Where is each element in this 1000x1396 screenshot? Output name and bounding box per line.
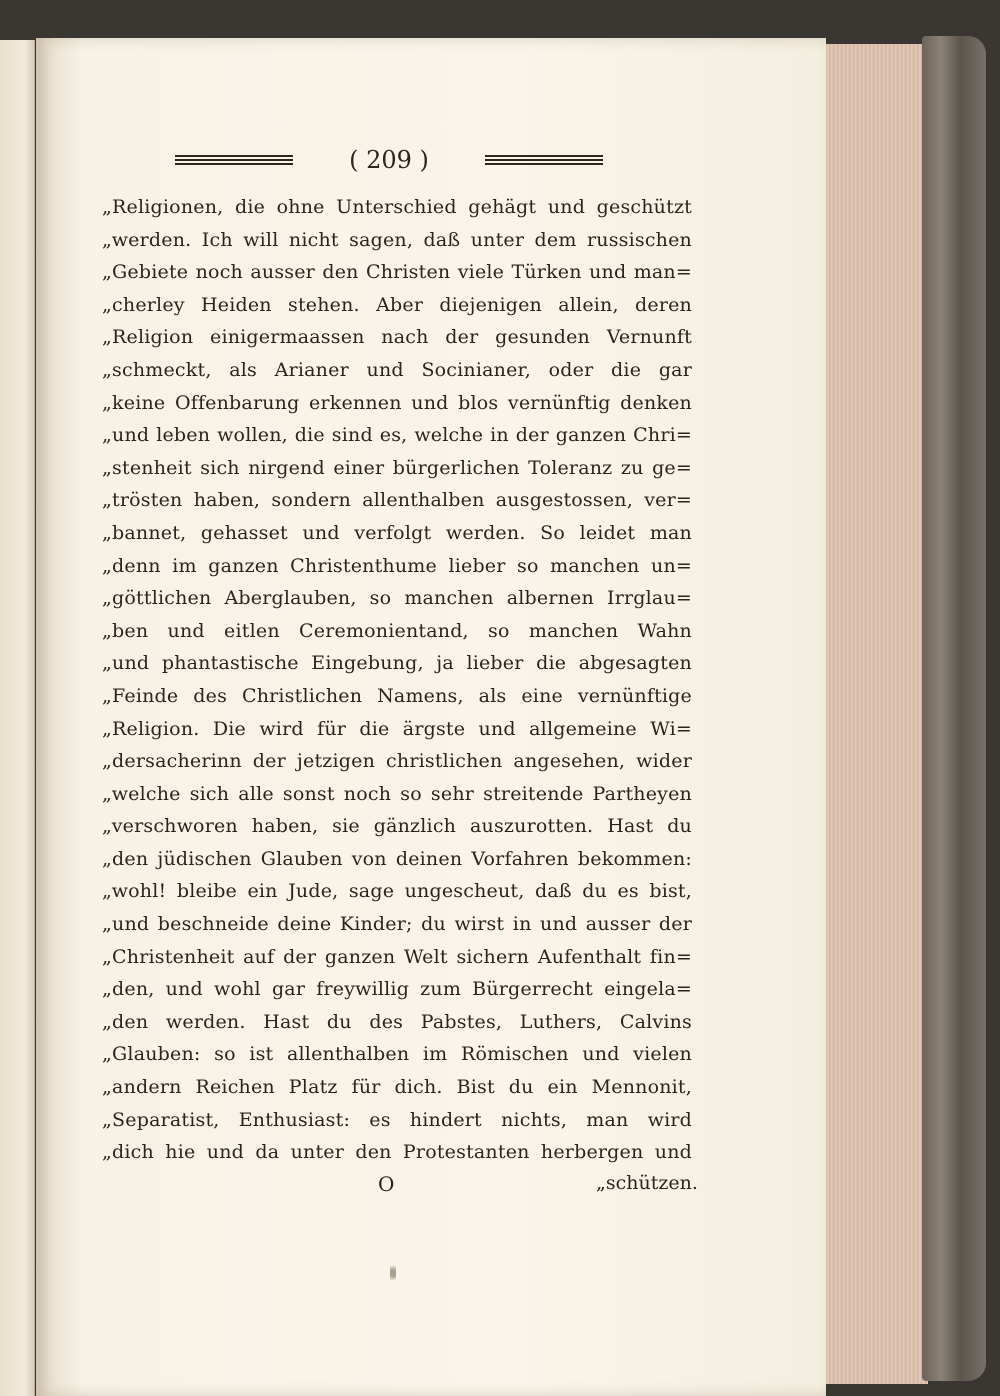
text-line: „dich hie und da unter den Protestanten herbergen und: [102, 1141, 692, 1164]
text-line: „und leben wollen, die sind es, welche in der ganzen Chri=: [102, 424, 692, 447]
text-line: „Gebiete noch ausser den Christen viele Türken und man=: [102, 261, 692, 284]
text-line: „den jüdischen Glauben von deinen Vorfahren bekommen:: [102, 847, 692, 870]
text-line: „göttlichen Aberglauben, so manchen albernen Irrglau=: [102, 587, 692, 610]
text-line: „trösten haben, sondern allenthalben ausgestossen, ver=: [102, 489, 692, 512]
text-line: „welche sich alle sonst noch so sehr streitende Partheyen: [102, 782, 692, 805]
ink-speck: [390, 1262, 396, 1284]
text-line: „werden. Ich will nicht sagen, daß unter dem russischen: [102, 228, 692, 251]
text-line: „ben und eitlen Ceremonientand, so manchen Wahn: [102, 619, 692, 642]
left-page-edge: [0, 40, 35, 1396]
header-rule-left: [175, 155, 293, 166]
text-line: „und beschneide deine Kinder; du wirst in und ausser der: [102, 913, 692, 936]
page-header: [175, 146, 603, 176]
text-line: „verschworen haben, sie gänzlich auszurotten. Hast du: [102, 815, 692, 838]
page-number: ( 209 ): [349, 146, 429, 174]
body-text: [102, 191, 692, 1169]
text-line: „Religionen, die ohne Unterschied gehägt und geschützt: [102, 196, 692, 218]
book-spine: [922, 36, 986, 1381]
text-line: „wohl! bleibe ein Jude, sage ungescheut, daß du es bist,: [102, 880, 692, 903]
text-line: „cherley Heiden stehen. Aber diejenigen allein, deren: [102, 293, 692, 316]
header-rule-right: [485, 155, 603, 166]
text-line: „schmeckt, als Arianer und Socinianer, oder die gar: [102, 358, 692, 381]
text-line: „den, und wohl gar freywillig zum Bürgerrecht eingela=: [102, 978, 692, 1001]
text-line: „Separatist, Enthusiast: es hindert nichts, man wird: [102, 1108, 692, 1131]
text-line: „Religion einigermaassen nach der gesunden Vernunft: [102, 326, 692, 349]
text-line: „stenheit sich nirgend einer bürgerlichen Toleranz zu ge=: [102, 456, 692, 479]
text-line: „Feinde des Christlichen Namens, als eine vernünftige: [102, 684, 692, 707]
text-line: „denn im ganzen Christenthume lieber so manchen un=: [102, 554, 692, 577]
text-line: „und phantastische Eingebung, ja lieber die abgesagten: [102, 652, 692, 675]
text-line: „Glauben: so ist allenthalben im Römischen und vielen: [102, 1043, 692, 1066]
text-line: „Religion. Die wird für die ärgste und allgemeine Wi=: [102, 717, 692, 740]
text-line: „den werden. Hast du des Pabstes, Luthers, Calvins: [102, 1010, 692, 1033]
text-line: „dersacherinn der jetzigen christlichen angesehen, wider: [102, 750, 692, 773]
text-line: „keine Offenbarung erkennen und blos vernünftig denken: [102, 391, 692, 414]
text-line: „andern Reichen Platz für dich. Bist du ein Mennonit,: [102, 1076, 692, 1099]
page-block-edges: [824, 44, 928, 1384]
text-line: „Christenheit auf der ganzen Welt sichern Aufenthalt fin=: [102, 945, 692, 968]
text-line: „bannet, gehasset und verfolgt werden. So leidet man: [102, 521, 692, 544]
signature-mark: O: [378, 1172, 395, 1196]
catchword: „schützen.: [596, 1172, 698, 1194]
